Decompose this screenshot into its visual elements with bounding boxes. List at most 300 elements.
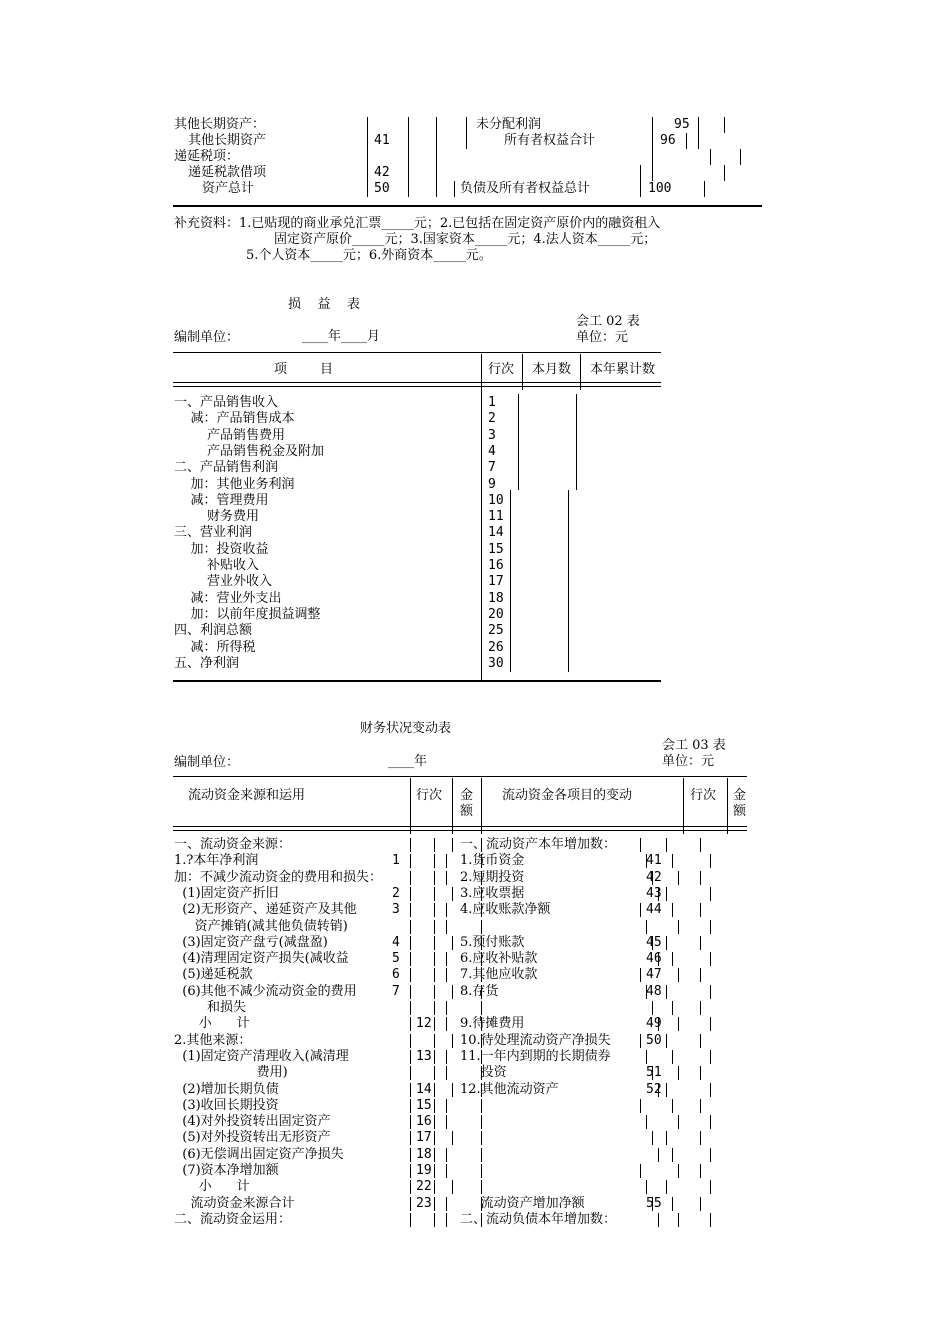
change-item-row-no: 44 (646, 902, 662, 918)
column-separator (410, 838, 411, 852)
column-separator (658, 887, 659, 901)
header-rule (173, 830, 747, 831)
source-item-row-no: 1 (392, 853, 400, 869)
column-separator (434, 854, 435, 868)
column-separator (678, 968, 679, 982)
column-separator (481, 1115, 482, 1129)
column-separator (434, 985, 435, 999)
change-item-label: 8.存货 (460, 983, 499, 999)
column-separator (666, 936, 667, 950)
column-separator (522, 354, 523, 390)
column-separator (454, 181, 455, 197)
line-item-label: 一、产品销售收入 (174, 395, 279, 410)
source-item-label: (6)无偿调出固定资产净损失 (174, 1146, 344, 1162)
column-separator (700, 1164, 701, 1178)
column-separator (518, 394, 519, 490)
column-separator (678, 871, 679, 885)
column-separator (446, 854, 447, 868)
source-item-label: (1)固定资产折旧 (174, 885, 279, 901)
source-item-label: 2.其他来源： (174, 1032, 252, 1048)
column-separator (452, 1083, 453, 1097)
line-item-row-no: 3 (488, 427, 496, 443)
source-item-row-no: 14 (416, 1081, 432, 1097)
source-item-row-no: 5 (392, 951, 400, 967)
column-separator (580, 354, 581, 390)
column-separator (481, 1197, 482, 1211)
column-separator (710, 1050, 711, 1064)
column-header-row-no: 行次 (488, 362, 515, 377)
column-separator (658, 1017, 659, 1031)
table-bottom-rule (173, 205, 762, 207)
column-separator (481, 1148, 482, 1162)
change-item-row-no: 42 (646, 869, 662, 885)
column-separator (568, 490, 569, 672)
line-item-label: 减：营业外支出 (174, 590, 282, 606)
column-separator (452, 1180, 453, 1194)
source-item-label: 加：不减少流动资金的费用和损失： (174, 869, 383, 885)
column-separator (710, 1180, 711, 1194)
column-separator (452, 936, 453, 950)
column-separator (452, 1034, 453, 1048)
column-separator (646, 1050, 647, 1064)
column-separator (446, 1213, 447, 1227)
line-item-label: 加：其他业务利润 (174, 476, 295, 492)
source-item-row-no: 16 (416, 1114, 432, 1130)
column-separator (698, 117, 699, 149)
column-separator (481, 871, 482, 885)
column-separator (410, 1164, 411, 1178)
balance-left-no: 50 (374, 181, 390, 196)
change-item-label: 7.其他应收款 (460, 967, 538, 983)
column-separator (367, 117, 368, 197)
column-separator (481, 778, 482, 834)
line-item-row-no: 9 (488, 476, 496, 492)
column-separator (481, 985, 482, 999)
column-separator (410, 1148, 411, 1162)
supplement-line: 补充资料：1.已贴现的商业承兑汇票_____元；2.已包括在固定资产原价内的融资租入 (174, 216, 661, 231)
column-separator (700, 1099, 701, 1113)
change-item-row-no: 52 (646, 1081, 662, 1097)
column-separator (678, 920, 679, 934)
column-separator (666, 1180, 667, 1194)
line-item-label: 三、营业利润 (174, 525, 253, 541)
column-separator (410, 1001, 411, 1015)
line-item-row-no: 16 (488, 558, 504, 573)
column-separator (481, 1001, 482, 1015)
source-item-row-no: 3 (392, 902, 400, 918)
column-separator (640, 1034, 641, 1048)
column-separator (640, 968, 641, 982)
column-separator (434, 936, 435, 950)
column-separator (710, 952, 711, 966)
source-item-row-no: 18 (416, 1146, 432, 1162)
column-separator (434, 1034, 435, 1048)
column-separator (434, 1099, 435, 1113)
column-separator (666, 838, 667, 852)
line-item-row-no: 10 (488, 492, 504, 508)
column-separator (436, 117, 437, 197)
column-separator (446, 1148, 447, 1162)
column-separator (434, 887, 435, 901)
column-separator (740, 149, 741, 165)
column-separator (672, 1148, 673, 1162)
line-item-label: 财务费用 (174, 509, 260, 525)
column-separator (410, 871, 411, 885)
column-separator (666, 887, 667, 901)
column-separator (700, 903, 701, 917)
balance-right-label: 所有者权益合计 (504, 133, 596, 148)
column-separator (700, 936, 701, 950)
org-label: 编制单位： (174, 330, 240, 345)
column-separator (434, 1017, 435, 1031)
column-header-item: 项 目 (274, 362, 334, 377)
column-separator (481, 920, 482, 934)
form-code: 会工 03 表 (662, 738, 726, 753)
column-separator (672, 854, 673, 868)
income-title: 损 益 表 (288, 297, 361, 312)
column-separator (700, 968, 701, 982)
change-item-row-no: 43 (646, 885, 662, 901)
column-separator (640, 165, 641, 197)
source-item-label: 资产摊销(减其他负债转销) (174, 918, 348, 934)
column-separator (434, 1131, 435, 1145)
line-item-label: 营业外收入 (174, 574, 273, 590)
column-separator (710, 887, 711, 901)
column-separator (446, 920, 447, 934)
column-separator (700, 838, 701, 852)
column-separator (646, 920, 647, 934)
column-separator (646, 985, 647, 999)
column-separator (452, 887, 453, 901)
form-code: 会工 02 表 (576, 314, 640, 329)
source-item-label: 1.?本年净利润 (174, 853, 259, 869)
change-item-row-no: 48 (646, 983, 662, 999)
column-separator (481, 952, 482, 966)
column-separator (446, 1001, 447, 1015)
column-separator (481, 1017, 482, 1031)
column-separator (410, 968, 411, 982)
column-separator (652, 1066, 653, 1080)
column-header-ytd: 本年累计数 (590, 362, 656, 377)
source-item-label: (2)无形资产、递延资产及其他 (174, 902, 357, 918)
change-item-row-no: 49 (646, 1016, 662, 1032)
change-item-label: 6.应收补贴款 (460, 951, 538, 967)
column-separator (446, 903, 447, 917)
column-separator (700, 871, 701, 885)
column-separator (652, 1131, 653, 1145)
period-label: ____年 (388, 754, 428, 769)
column-separator (710, 1083, 711, 1097)
column-separator (434, 920, 435, 934)
header-rule (173, 826, 747, 827)
column-separator (434, 1197, 435, 1211)
column-separator (434, 1115, 435, 1129)
column-separator (434, 1066, 435, 1080)
column-separator (678, 1164, 679, 1178)
column-separator (446, 1197, 447, 1211)
column-separator (434, 1148, 435, 1162)
column-separator (446, 1099, 447, 1113)
source-item-row-no: 13 (416, 1048, 432, 1064)
column-separator (666, 1131, 667, 1145)
column-separator (446, 1050, 447, 1064)
balance-left-no: 41 (374, 133, 390, 148)
balance-left-label: 资产总计 (202, 181, 255, 196)
line-item-label: 四、利润总额 (174, 623, 253, 639)
column-separator (666, 1034, 667, 1048)
org-label: 编制单位： (174, 755, 240, 770)
line-item-label: 加：投资收益 (174, 541, 269, 557)
column-separator (727, 778, 728, 834)
unit-label: 单位：元 (576, 330, 629, 345)
line-item-row-no: 25 (488, 623, 504, 639)
line-item-row-no: 18 (488, 590, 504, 606)
column-separator (481, 1083, 482, 1097)
unit-label: 单位：元 (662, 754, 715, 769)
column-separator (481, 1180, 482, 1194)
column-separator (704, 181, 705, 197)
change-item-label: 9.待摊费用 (460, 1016, 525, 1032)
column-separator (452, 1131, 453, 1145)
column-separator (481, 903, 482, 917)
table-bottom-rule (173, 680, 661, 682)
change-item-row-no: 46 (646, 951, 662, 967)
column-separator (652, 936, 653, 950)
column-separator (640, 1164, 641, 1178)
source-item-label: (4)对外投资转出固定资产 (174, 1114, 331, 1130)
column-separator (410, 936, 411, 950)
column-separator (700, 1131, 701, 1145)
line-item-row-no: 26 (488, 639, 504, 655)
source-item-label: (5)递延税款 (174, 967, 253, 983)
supplement-line: 固定资产原价_____元；3.国家资本_____元；4.法人资本_____元； (274, 232, 657, 247)
column-header-left-no: 行次 (416, 788, 443, 803)
source-item-label: 和损失 (174, 1000, 247, 1015)
column-separator (700, 1197, 701, 1211)
column-separator (434, 1050, 435, 1064)
column-separator (446, 952, 447, 966)
source-item-row-no: 2 (392, 885, 400, 901)
column-header-left-amount: 额 (460, 804, 474, 819)
column-header-left-amount: 金 (460, 788, 474, 803)
column-separator (683, 778, 684, 834)
change-item-label: 1.货币资金 (460, 853, 525, 869)
column-separator (434, 952, 435, 966)
line-item-row-no: 11 (488, 509, 504, 525)
column-separator (410, 903, 411, 917)
column-separator (481, 1131, 482, 1145)
period-label: ____年____月 (302, 329, 381, 344)
column-separator (710, 1017, 711, 1031)
column-separator (658, 1213, 659, 1227)
column-separator (446, 1066, 447, 1080)
column-separator (410, 952, 411, 966)
line-item-label: 减：所得税 (174, 639, 256, 655)
header-top-rule (173, 776, 747, 777)
line-item-row-no: 4 (488, 443, 496, 459)
column-separator (452, 985, 453, 999)
column-separator (410, 854, 411, 868)
balance-right-no: 100 (648, 181, 672, 196)
column-separator (481, 1213, 482, 1227)
change-item-label: 投资 (460, 1065, 507, 1081)
column-separator (466, 117, 467, 149)
change-item-row-no: 55 (646, 1195, 662, 1211)
column-separator (410, 1131, 411, 1145)
column-separator (434, 1180, 435, 1194)
column-separator (672, 1001, 673, 1015)
supplement-line: 5.个人资本_____元；6.外商资本_____元。 (246, 248, 492, 263)
column-separator (410, 1083, 411, 1097)
change-item-label: 流动资产增加净额 (460, 1195, 585, 1211)
line-item-row-no: 2 (488, 411, 496, 427)
column-separator (434, 903, 435, 917)
column-separator (410, 920, 411, 934)
column-separator (452, 778, 453, 834)
column-separator (410, 1099, 411, 1113)
source-item-row-no: 19 (416, 1163, 432, 1178)
header-rule (173, 386, 661, 387)
column-separator (700, 1034, 701, 1048)
column-separator (446, 1115, 447, 1129)
column-separator (410, 1197, 411, 1211)
column-separator (666, 985, 667, 999)
column-separator (646, 1180, 647, 1194)
column-separator (658, 1083, 659, 1097)
source-item-label: (7)资本净增加额 (174, 1163, 279, 1178)
column-separator (686, 133, 687, 149)
source-item-label: (3)收回长期投资 (174, 1097, 279, 1113)
balance-left-no: 42 (374, 165, 390, 180)
source-item-row-no: 6 (392, 967, 400, 983)
header-rule (173, 382, 661, 383)
change-item-row-no: 45 (646, 934, 662, 950)
column-header-left-item: 流动资金来源和运用 (188, 788, 306, 803)
source-item-row-no: 17 (416, 1130, 432, 1146)
column-separator (710, 1148, 711, 1162)
column-separator (724, 165, 725, 181)
column-separator (481, 1066, 482, 1080)
line-item-row-no: 1 (488, 395, 496, 410)
line-item-label: 五、净利润 (174, 655, 240, 671)
column-separator (410, 985, 411, 999)
column-separator (710, 920, 711, 934)
column-separator (410, 1034, 411, 1048)
change-item-row-no: 47 (646, 967, 662, 983)
column-separator (434, 968, 435, 982)
change-item-label: 5.预付账款 (460, 934, 525, 950)
column-separator (410, 1213, 411, 1227)
change-item-row-no: 50 (646, 1032, 662, 1048)
line-item-label: 产品销售税金及附加 (174, 443, 325, 459)
column-separator (672, 1197, 673, 1211)
source-item-label: (4)清理固定资产损失(减收益 (174, 951, 349, 967)
line-item-label: 减：管理费用 (174, 492, 269, 508)
column-separator (434, 1083, 435, 1097)
column-separator (678, 1017, 679, 1031)
change-item-label: 12.其他流动资产 (460, 1081, 559, 1097)
balance-right-label: 负债及所有者权益总计 (460, 181, 591, 196)
line-item-row-no: 14 (488, 525, 504, 541)
column-separator (481, 1034, 482, 1048)
column-separator (700, 1066, 701, 1080)
source-item-row-no: 22 (416, 1179, 432, 1195)
line-item-row-no: 15 (488, 541, 504, 557)
column-separator (410, 887, 411, 901)
line-item-row-no: 7 (488, 460, 496, 476)
header-top-rule (173, 352, 661, 353)
column-header-right-no: 行次 (690, 788, 717, 803)
source-item-label: 流动资金来源合计 (174, 1195, 295, 1211)
column-separator (710, 1213, 711, 1227)
column-separator (481, 1050, 482, 1064)
column-separator (646, 1115, 647, 1129)
column-separator (410, 1017, 411, 1031)
line-item-row-no: 20 (488, 606, 504, 622)
balance-left-label: 递延税款借项 (188, 165, 267, 180)
column-separator (678, 1115, 679, 1129)
source-item-row-no: 12 (416, 1016, 432, 1032)
cashflow-title: 财务状况变动表 (360, 721, 452, 736)
column-separator (434, 1213, 435, 1227)
change-item-label: 一、流动资产本年增加数： (460, 837, 617, 852)
column-separator (481, 1164, 482, 1178)
line-item-label: 加：以前年度损益调整 (174, 606, 321, 622)
source-item-label: (1)固定资产清理收入(减清理 (174, 1048, 349, 1064)
column-separator (434, 1001, 435, 1015)
column-separator (678, 1213, 679, 1227)
column-separator (446, 871, 447, 885)
column-separator (410, 1115, 411, 1129)
source-item-label: (5)对外投资转出无形资产 (174, 1130, 331, 1146)
line-item-label: 补贴收入 (174, 558, 260, 573)
line-item-label: 二、产品销售利润 (174, 460, 279, 476)
source-item-row-no: 23 (416, 1195, 432, 1211)
column-separator (481, 854, 482, 868)
column-separator (434, 871, 435, 885)
column-header-right-item: 流动资金各项目的变动 (502, 788, 633, 803)
column-separator (452, 838, 453, 852)
column-separator (724, 117, 725, 133)
column-separator (652, 1001, 653, 1015)
column-separator (481, 968, 482, 982)
column-separator (481, 838, 482, 852)
column-separator (672, 903, 673, 917)
column-separator (481, 887, 482, 901)
column-separator (710, 985, 711, 999)
column-separator (410, 778, 411, 834)
column-header-month: 本月数 (532, 362, 572, 377)
change-item-label: 4.应收账款净额 (460, 902, 551, 918)
column-separator (700, 1001, 701, 1015)
balance-right-no: 95 (674, 117, 690, 132)
source-item-label: 费用) (174, 1065, 288, 1081)
balance-right-label: 未分配利润 (476, 117, 542, 132)
line-item-row-no: 17 (488, 574, 504, 590)
column-header-right-amount: 金 (733, 788, 747, 803)
change-item-row-no: 51 (646, 1065, 662, 1081)
column-separator (652, 117, 653, 181)
column-separator (652, 1197, 653, 1211)
column-separator (652, 871, 653, 885)
column-separator (640, 1099, 641, 1113)
column-separator (672, 1050, 673, 1064)
source-item-label: 二、流动资金运用： (174, 1211, 292, 1227)
balance-left-label: 递延税项： (174, 149, 240, 164)
column-separator (710, 149, 711, 165)
source-item-label: (6)其他不减少流动资金的费用 (174, 983, 357, 999)
change-item-label: 10.待处理流动资产净损失 (460, 1032, 611, 1048)
